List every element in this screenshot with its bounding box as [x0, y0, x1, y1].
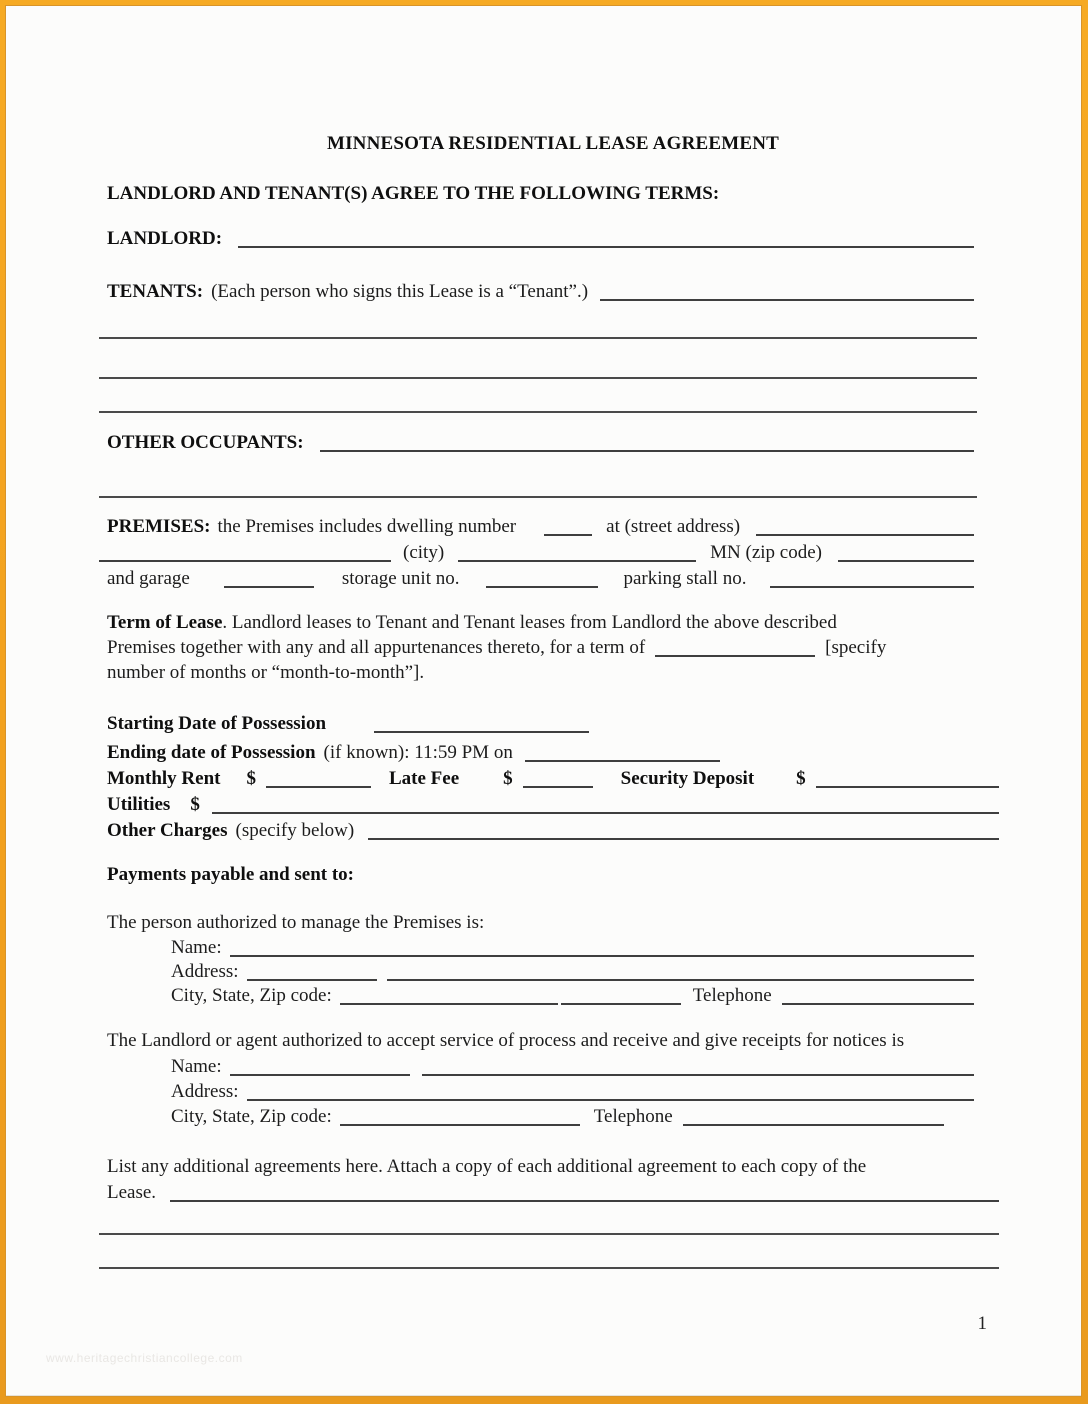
address-label: Address: [171, 1081, 239, 1102]
additional-agreements-field[interactable] [170, 1200, 999, 1202]
manager-city-field-2[interactable] [561, 1003, 681, 1005]
tenants-label: TENANTS: [107, 281, 204, 302]
manager-intro: The person authorized to manage the Premises is: [107, 912, 485, 933]
manager-telephone-field[interactable] [782, 1003, 974, 1005]
premises-line-1 [107, 514, 999, 540]
garage-label: and garage [107, 568, 190, 589]
agent-block [107, 1054, 999, 1129]
term-line-1 [107, 610, 999, 635]
utilities-label: Utilities [107, 794, 171, 815]
city-state-zip-label: City, State, Zip code: [171, 1106, 332, 1127]
address-label: Address: [171, 961, 239, 982]
term-text-3: [specify [825, 637, 887, 658]
premises-section [107, 514, 999, 592]
tenants-extra-field-1[interactable] [99, 337, 977, 339]
telephone-label: Telephone [593, 1106, 673, 1127]
manager-name-row [107, 936, 999, 960]
document-body [107, 6, 999, 1337]
manager-address-field-1[interactable] [247, 979, 377, 981]
manager-city-field-1[interactable] [340, 1003, 558, 1005]
agent-city-row [107, 1104, 999, 1129]
premises-street-text: at (street address) [606, 516, 741, 537]
ending-date-label: Ending date of Possession [107, 742, 316, 763]
agent-name-field-2[interactable] [422, 1074, 974, 1076]
starting-date-field[interactable] [374, 731, 589, 733]
tenants-extra-field-2[interactable] [99, 377, 977, 379]
manager-address-row [107, 960, 999, 984]
ending-date-note: (if known): 11:59 PM on [323, 742, 513, 763]
zip-field[interactable] [838, 560, 974, 562]
dwelling-number-field[interactable] [544, 534, 592, 536]
premises-label: PREMISES: [107, 516, 211, 537]
agent-intro: The Landlord or agent authorized to accept service of process and receive and give receipts for notices is [107, 1030, 905, 1051]
tenants-note: (Each person who signs this Lease is a “Tenant”.) [211, 281, 589, 302]
parking-stall-field[interactable] [770, 586, 974, 588]
dollar-sign: $ [246, 768, 256, 789]
tenants-extra-field-3[interactable] [99, 411, 977, 413]
dollar-sign: $ [503, 768, 513, 789]
landlord-row [107, 226, 999, 252]
page-number: 1 [977, 1313, 987, 1334]
agent-city-field[interactable] [340, 1124, 580, 1126]
tenants-field[interactable] [600, 299, 974, 301]
payments-heading: Payments payable and sent to: [107, 864, 355, 885]
document-page [5, 5, 1082, 1397]
additional-agreements-line-2 [107, 1180, 999, 1206]
additional-agreements-text-2: Lease. [107, 1182, 157, 1203]
agent-name-field-1[interactable] [230, 1074, 410, 1076]
doc-title: MINNESOTA RESIDENTIAL LEASE AGREEMENT [326, 133, 780, 154]
name-label: Name: [171, 937, 222, 958]
city-state-zip-label: City, State, Zip code: [171, 985, 332, 1006]
occupants-extra-field[interactable] [99, 496, 977, 498]
term-of-lease-section [107, 610, 999, 685]
street-address-field-2[interactable] [99, 560, 391, 562]
other-occupants-row [107, 430, 999, 456]
monthly-rent-field[interactable] [266, 786, 371, 788]
lease-term-field[interactable] [655, 655, 815, 657]
parking-label: parking stall no. [623, 568, 747, 589]
manager-city-row [107, 984, 999, 1008]
premises-line-2 [107, 540, 999, 566]
dollar-sign: $ [796, 768, 806, 789]
tenants-row [107, 279, 999, 305]
ending-date-row [107, 740, 999, 766]
premises-line-3 [107, 566, 999, 592]
rent-row [107, 766, 999, 792]
agent-address-field[interactable] [247, 1099, 974, 1101]
other-charges-field[interactable] [368, 838, 999, 840]
late-fee-field[interactable] [523, 786, 593, 788]
garage-field[interactable] [224, 586, 314, 588]
other-charges-row [107, 818, 999, 844]
manager-name-field[interactable] [230, 955, 974, 957]
term-line-3: number of months or “month-to-month”]. [107, 662, 425, 683]
other-occupants-field[interactable] [320, 450, 974, 452]
other-charges-label: Other Charges [107, 820, 228, 841]
zip-label: MN (zip code) [710, 542, 823, 563]
storage-unit-field[interactable] [486, 586, 598, 588]
premises-dwelling-text: the Premises includes dwelling number [217, 516, 517, 537]
ending-date-field[interactable] [525, 760, 720, 762]
utilities-field[interactable] [212, 812, 999, 814]
extra-field-2[interactable] [99, 1267, 999, 1269]
late-fee-label: Late Fee [388, 768, 460, 789]
manager-block [107, 936, 999, 1008]
dollar-sign: $ [190, 794, 200, 815]
landlord-label: LANDLORD: [107, 228, 223, 249]
other-charges-note: (specify below) [235, 820, 355, 841]
term-line-2 [107, 635, 999, 660]
security-deposit-label: Security Deposit [620, 768, 755, 789]
watermark: www.heritagechristiancollege.com [46, 1351, 243, 1365]
agent-name-row [107, 1054, 999, 1079]
manager-address-field-2[interactable] [387, 979, 974, 981]
landlord-field[interactable] [238, 246, 974, 248]
telephone-label: Telephone [692, 985, 772, 1006]
term-of-lease-label: Term of Lease [107, 612, 223, 633]
starting-date-label: Starting Date of Possession [107, 713, 327, 734]
starting-date-row [107, 711, 999, 737]
utilities-row [107, 792, 999, 818]
term-text-2: Premises together with any and all appurtenances thereto, for a term of [107, 637, 646, 658]
city-field[interactable] [458, 560, 696, 562]
other-occupants-label: OTHER OCCUPANTS: [107, 432, 304, 453]
city-label: (city) [403, 542, 445, 563]
additional-agreements-section [107, 1154, 999, 1206]
name-label: Name: [171, 1056, 222, 1077]
street-address-field-1[interactable] [756, 534, 974, 536]
monthly-rent-label: Monthly Rent [107, 768, 221, 789]
additional-agreements-text-1: List any additional agreements here. Attach a copy of each additional agreement to each copy of the [107, 1156, 867, 1177]
security-deposit-field[interactable] [816, 786, 999, 788]
storage-label: storage unit no. [341, 568, 460, 589]
terms-heading: LANDLORD AND TENANT(S) AGREE TO THE FOLLOWING TERMS: [107, 183, 720, 204]
agent-address-row [107, 1079, 999, 1104]
term-text-1: . Landlord leases to Tenant and Tenant leases from Landlord the above described [222, 612, 837, 633]
extra-field-1[interactable] [99, 1233, 999, 1235]
agent-telephone-field[interactable] [683, 1124, 944, 1126]
